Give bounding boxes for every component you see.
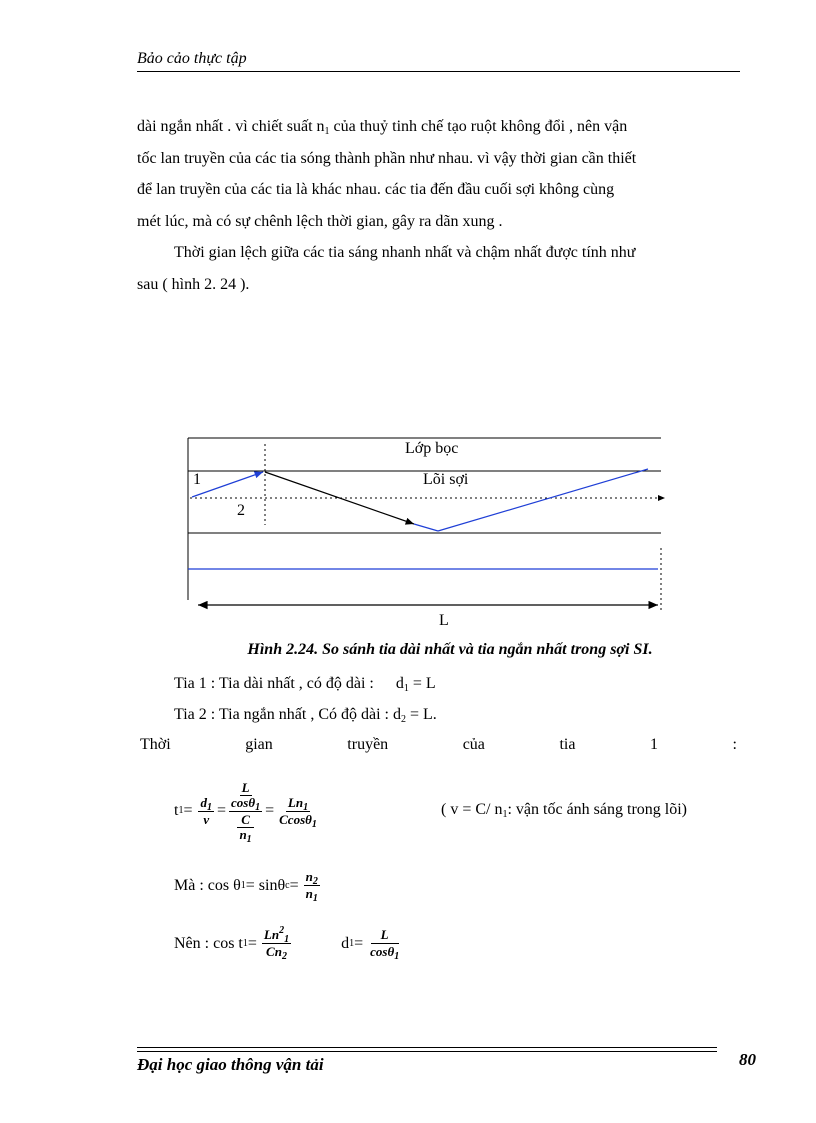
word-5: tia xyxy=(559,736,576,753)
word-3: truyền xyxy=(347,736,389,753)
paragraph-1 xyxy=(137,111,740,237)
paragraph-1-line-2: tốc lan truyền của các tia sóng thành phần như nhau. vì vậy thời gian cần thiết xyxy=(137,149,637,167)
fraction-n2-n1: $\frac{n_2}{n_1}$ xyxy=(305,869,318,904)
tia-1-line: Tia 1 : Tia dài nhất , có độ dài : $d_1 = L$ xyxy=(174,675,436,694)
header-title: Bảo cảo thực tập xyxy=(137,50,247,67)
page-number: 80 xyxy=(739,1050,756,1069)
equation-t1: t 1 = $\frac{d_1}{v}$ = L cosθ$_1$ C $n_1$ = $\frac{Ln_1}{Ccos\theta_1}$ xyxy=(174,779,317,845)
fiber-diagram xyxy=(180,430,680,635)
fraction-ln2-cn2: $\frac{Ln^2_1}{Cn_2}$ xyxy=(263,925,290,962)
paragraph-1-line-3: để lan truyền của các tia là khác nhau. các tia đến đầu cuối sợi không cùng xyxy=(137,181,615,198)
paragraph-2 xyxy=(137,237,740,300)
fraction-compound: L cosθ$_1$ C $n_1$ xyxy=(231,779,261,845)
equation-ma: Mà : cos θ 1 = sinθ c = $\frac{n_2}{n_1}$ xyxy=(174,869,318,904)
header-divider xyxy=(137,71,740,72)
paragraph-2-line-1: Thời gian lệch giữa các tia sáng nhanh nhất và chậm nhất được tính như xyxy=(174,244,636,261)
ray-1-segment-d xyxy=(438,469,648,531)
cladding-label: Lớp bọc xyxy=(405,440,459,457)
footer-divider-bottom xyxy=(137,1051,717,1052)
word-4: của xyxy=(462,736,485,753)
paragraph-1-line-1: dài ngắn nhất . vì chiết suất $n_1$ của thuỷ tinh chế tạo ruột không đổi , nên vận xyxy=(137,118,628,137)
fraction-ln1: $\frac{Ln_1}{Ccos\theta_1}$ xyxy=(279,794,317,830)
footer-divider-top xyxy=(137,1047,717,1048)
word-7: : xyxy=(732,736,737,753)
equation-nen: Nên : cos t 1 = $\frac{Ln^2_1}{Cn_2}$ d 1 = $\frac{L}{\cos\theta_1}$ xyxy=(174,925,400,962)
ray-1-segment-a xyxy=(192,472,263,497)
ray-1-segment-c xyxy=(414,524,438,531)
paragraph-1-line-4: mét lúc, mà có sự chênh lệch thời gian, gây ra dãn xung . xyxy=(137,212,503,230)
footer-title: Đại học giao thông vận tải xyxy=(137,1055,324,1074)
word-1: Thời xyxy=(140,736,171,753)
paragraph-2-line-2: sau ( hình 2. 24 ). xyxy=(137,275,250,293)
figure-caption: Hình 2.24. So sánh tia dài nhất và tia ngắn nhất trong sợi SI. xyxy=(247,641,653,658)
tia-2-line: Tia 2 : Tia ngắn nhất , Có độ dài : $d_2 = L$. xyxy=(174,706,437,725)
fraction-d1-v: $\frac{d_1}{v}$ xyxy=(200,794,212,827)
fraction-l-cos: $\frac{L}{\cos\theta_1}$ xyxy=(370,927,400,962)
core-label: Lõi sợi xyxy=(423,471,469,488)
word-6: 1 xyxy=(649,736,658,753)
ray-2-label: 2 xyxy=(237,502,245,519)
propagation-time-line xyxy=(140,736,737,754)
word-2: gian xyxy=(245,736,273,753)
ray-1-label: 1 xyxy=(193,471,201,488)
velocity-note: ( v = C/ $n_1$: vận tốc ánh sáng trong lõi) xyxy=(441,801,687,820)
length-label: L xyxy=(439,612,449,629)
